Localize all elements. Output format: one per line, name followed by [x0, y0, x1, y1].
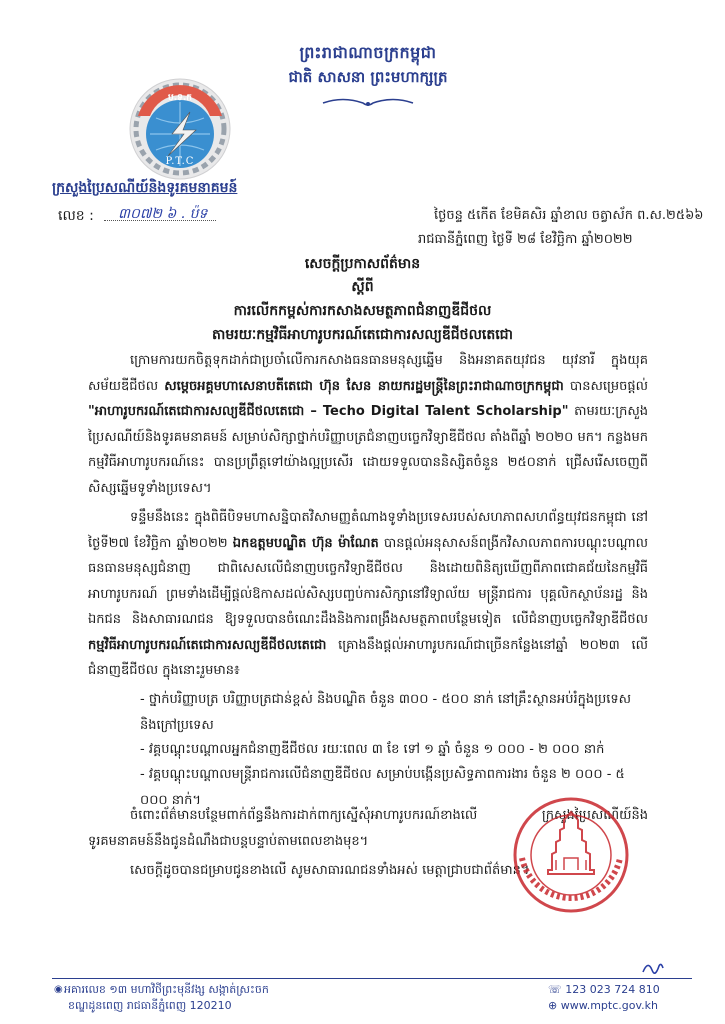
subject-label: ស្ដីពី: [351, 279, 374, 295]
p2-program-name: កម្មវិធីអាហារូបករណ៍តេជោការសល្យឌីជីថលតេជោ: [88, 637, 327, 653]
logo-abbreviation: ប.ទ.ក: [168, 93, 192, 103]
list-item: - វគ្គបណ្ដុះបណ្ដាលមន្ត្រីរាជការលើជំនាញឌីជីថល សម្រាប់បង្កើនប្រសិទ្ធភាពការងារ ចំនួន ២ ០០០ - ៥ ០០០ នាក់។: [140, 767, 625, 808]
kingdom-heading: ព្រះរាជាណាចក្រកម្ពុជា: [299, 43, 437, 62]
globe-icon: ⊕: [548, 999, 561, 1012]
footer-website-url: www.mptc.gov.kh: [560, 999, 658, 1012]
p1-scholarship-name: "អាហារូបករណ៍តេជោការសល្យឌីជីថលតេជោ – Techo Digital Talent Scholarship": [88, 404, 569, 419]
list-item: - វគ្គបណ្ដុះបណ្ដាលអ្នកជំនាញឌីជីថល រយៈពេល ៣ ខែ ទៅ ១ ឆ្នាំ ចំនួន ១ ០០០ - ២ ០០០ នាក់: [140, 742, 605, 757]
solar-date: រាជធានីភ្នំពេញ ថ្ងៃទី ២៨ ខែវិច្ឆិកា ឆ្នាំ២០២២: [418, 232, 633, 247]
paragraph-intro: [88, 348, 648, 501]
footer-website: [548, 999, 658, 1012]
footer-phone-number: 123 023 724 810: [565, 983, 660, 996]
reference-label: លេខ :: [58, 208, 94, 224]
title-line-1: ការលើកកម្ពស់ការកសាងសមត្ថភាពជំនាញឌីជីថល: [233, 303, 492, 319]
p2-text-a: ទន្ទឹមនឹងនេះ ក្នុងពិធីបិទមហាសន្និបាតវិសាមញ្ញតំណាងទូទាំងប្រទេសរបស់សហភាពសហព័ន្ធយុវជនកម្ពុជា នៅថ្ងៃទី២៧ ខែវិច្ឆិកា ឆ្នាំ២០២២: [88, 510, 648, 551]
title-line-2: តាមរយៈកម្មវិធីអាហារូបករណ៍តេជោការសល្យឌីជីថលតេជោ: [211, 327, 514, 343]
ministry-logo: [120, 76, 240, 182]
list-item: - ថ្នាក់បរិញ្ញាបត្រ បរិញ្ញាបត្រជាន់ខ្ពស់ និងបណ្ឌិត ចំនួន ៣០០ - ៥០០ នាក់ នៅគ្រឹះស្ថានអប់រំក្នុងប្រទេសនិងក្រៅប្រទេស: [140, 692, 631, 733]
p1-prime-minister: សម្ដេចអគ្គមហាសេនាបតីតេជោ ហ៊ុន សែន នាយករដ្ឋមន្ត្រីនៃព្រះរាជាណាចក្រកម្ពុជា: [164, 378, 564, 394]
footer-address-line-2: ខណ្ឌដូនពេញ រាជធានីភ្នំពេញ 120210: [68, 999, 232, 1012]
p1-text-a: ក្រោមការយកចិត្តទុកដាក់ជាប្រចាំលើការកសាងធនធានមនុស្សឆ្នើម និងអនាគតយុវជន យុវនារី ក្នុងយុគសម័យឌីជីថល: [88, 353, 648, 394]
signature: [640, 958, 666, 980]
reference-underline: [104, 220, 216, 221]
p2-hun-manet: ឯកឧត្តមបណ្ឌិត ហ៊ុន ម៉ាណែត: [232, 535, 379, 551]
p1-text-e: តាមរយៈក្រសួងប្រៃសណីយ៍និងទូរគមនាគមន៍ សម្រាប់សិក្សាថ្នាក់បរិញ្ញាបត្រជំនាញបច្ចេកវិទ្យាឌីជីថល តាំងពីឆ្នាំ ២០២០ មក។ កន្លងមក កម្មវិធីអាហារូបករណ៍នេះ បានប្រព្រឹត្តទៅយ៉ាងល្អប្រសើរ ដោយទទួលបាននិស្សិតចំនួន ២៥០នាក់ ជ្រើសរើសចេញពីសិស្សឆ្នើមទូទាំងប្រទេស។: [88, 404, 648, 496]
lunar-date: ថ្ងៃចន្ទ ៥កើត ខែមិគសិរ ឆ្នាំខាល ចត្វាស័ក ព.ស.២៥៦៦: [434, 208, 704, 223]
p2-text-c: បានផ្ដល់អនុសាសន៍ពង្រីកវិសាលភាពការបណ្ដុះបណ្ដាលធនធានមនុស្សជំនាញ ជាពិសេសលើជំនាញបច្ចេកវិទ្យាឌីជីថល និងដោយពិនិត្យឃើញពីភាពជោគជ័យនៃកម្មវិធីអាហារូបករណ៍ ព្រមទាំងដើម្បីផ្ដល់ឱកាសដល់សិស្សបញ្ចប់ការសិក្សានៅវិទ្យាល័យ មន្ត្រីរាជការ បុគ្គលិកស្ថាប័នរដ្ឋ និងឯកជន និងសាធារណជន ឱ្យទទួលបានចំណេះដឹងនិងការពង្រឹងសមត្ថភាពបន្ថែមទៀត លើជំនាញបច្ចេកវិទ្យាឌីជីថល: [88, 535, 648, 627]
p3-text: ចំពោះព័ត៌មានបន្ថែមពាក់ព័ន្ធនឹងការដាក់ពាក្យស្នើសុំអាហារូបករណ៍ខាងលើ ក្រសួងប្រៃសណីយ៍និងទូរគមនាគមន៍នឹងជូនដំណឹងជាបន្តបន្ទាប់តាមពេលខាងមុខ។: [88, 808, 648, 849]
paragraph-expansion: [88, 505, 648, 684]
p4-text: សេចក្ដីដូចបានជម្រាបជូនខាងលើ សូមសាធារណជនទាំងអស់ មេត្តាជ្រាបជាព័ត៌មាន។: [130, 863, 530, 878]
p2-text-e: គ្រោងនឹងផ្ដល់អាហារូបករណ៍ជាច្រើនកន្លែងនៅឆ្នាំ ២០២៣ លើជំនាញឌីជីថល ក្នុងនោះរួមមាន៖: [88, 637, 648, 678]
p1-text-c: បានសម្រេចផ្ដល់: [563, 378, 648, 394]
document-type: សេចក្ដីប្រកាសព័ត៌មាន: [304, 256, 421, 272]
reference-number: ៣០៧២ ៦ . ប៉ទ: [118, 206, 208, 222]
phone-icon: ☏: [548, 983, 566, 996]
footer-phone: [548, 983, 660, 996]
ministry-name: ក្រសួងប្រៃសណីយ៍និងទូរគមនាគមន៍: [52, 180, 238, 196]
footer-divider: [52, 978, 692, 979]
ornament-divider: [318, 96, 418, 110]
logo-ptc-text: P.T.C: [165, 156, 195, 167]
national-motto: ជាតិ សាសនា ព្រះមហាក្សត្រ: [288, 68, 448, 86]
footer-address-line-1: អគារលេខ ១៣ មហាវិថីព្រះមុនីវង្ស សង្កាត់ស្រះចក: [64, 983, 269, 996]
official-seal: [512, 796, 630, 914]
location-pin-icon: ◉: [54, 984, 63, 995]
